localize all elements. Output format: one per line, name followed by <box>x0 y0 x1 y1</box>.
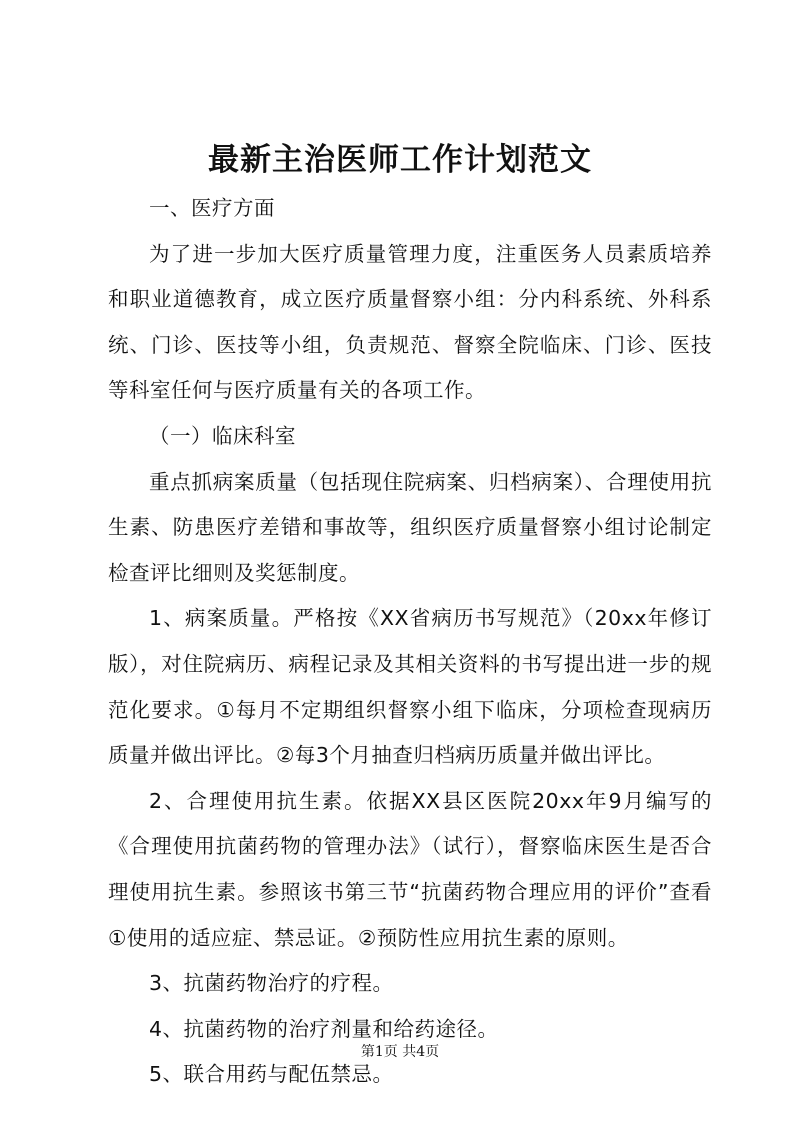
subsection-heading-clinical: （一）临床科室 <box>149 423 296 448</box>
page-footer: 第1页 共4页 <box>360 1044 440 1060</box>
paragraph-item-3: 3、抗菌药物治疗的疗程。 <box>149 971 394 996</box>
paragraph-clinical-focus: 重点抓病案质量（包括现住院病案、归档病案）、合理使用抗生素、防患医疗差错和事故等，组织医疗质量督察小组讨论制定检查评比细则及奖惩制度。 <box>108 469 712 585</box>
document-body <box>108 186 712 1098</box>
paragraph-item-4: 4、抗菌药物的治疗剂量和给药途径。 <box>149 1016 499 1041</box>
paragraph-item-2: 2、合理使用抗生素。依据XX县区医院20xx年9月编写的《合理使用抗菌药物的管理办法》（试行），督察临床医生是否合理使用抗生素。参照该书第三节“抗菌药物合理应用的评价”查看①使用的适应症、禁忌证。②预防性应用抗生素的原则。 <box>108 788 712 950</box>
paragraph-item-1: 1、病案质量。严格按《XX省病历书写规范》（20xx年修订版），对住院病历、病程记录及其相关资料的书写提出进一步的规范化要求。①每月不定期组织督察小组下临床，分项检查现病历质量并做出评比。②每3个月抽查归档病历质量并做出评比。 <box>108 606 712 768</box>
section-heading-medical: 一、医疗方面 <box>149 196 275 220</box>
paragraph-item-5: 5、联合用药与配伍禁忌。 <box>149 1062 394 1087</box>
document-title: 最新主治医师工作计划范文 <box>208 142 592 178</box>
paragraph-intro: 为了进一步加大医疗质量管理力度，注重医务人员素质培养和职业道德教育，成立医疗质量督察小组：分内科系统、外科系统、门诊、医技等小组，负责规范、督察全院临床、门诊、医技等科室任何与医疗质量有关的各项工作。 <box>108 241 712 403</box>
